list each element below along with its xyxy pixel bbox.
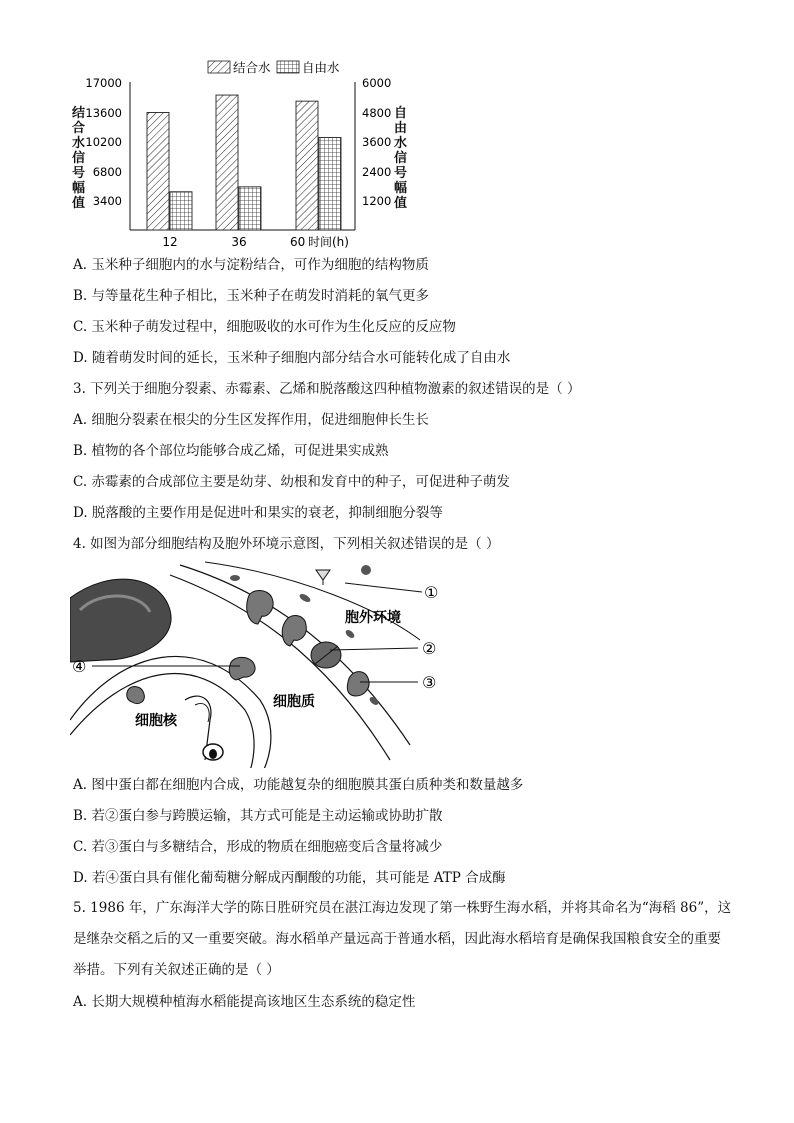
right-tick-label: 2400 <box>362 165 392 179</box>
q4-option-a: A. 图中蛋白都在细胞内合成，功能越复杂的细胞膜其蛋白质种类和数量越多 <box>73 777 524 793</box>
er-membrane <box>195 704 209 722</box>
protein <box>247 591 273 625</box>
legend-swatch-bound-water <box>208 61 230 73</box>
water-signal-chart <box>60 52 420 252</box>
legend-label-bound-water: 结合水 <box>233 60 271 75</box>
q4-option-c: C. 若③蛋白与多糖结合，形成的物质在细胞癌变后含量将减少 <box>73 839 443 855</box>
glycan <box>298 592 311 603</box>
x-category-label: 12 <box>162 235 178 249</box>
q3-option-b: B. 植物的各个部位均能够合成乙烯，可促进果实成熟 <box>73 443 389 459</box>
cytoplasm-label: 细胞质 <box>273 694 315 710</box>
q4-option-b: B. 若②蛋白参与跨膜运输，其方式可能是主动运输或协助扩散 <box>73 808 443 824</box>
left-tick-label: 10200 <box>85 135 122 149</box>
label-1: ① <box>424 583 439 602</box>
q2-option-c: C. 玉米种子萌发过程中，细胞吸收的水可作为生化反应的反应物 <box>73 319 456 335</box>
right-tick-label: 6000 <box>362 76 392 90</box>
q3-option-d: D. 脱落酸的主要作用是促进叶和果实的衰老，抑制细胞分裂等 <box>73 505 443 521</box>
left-tick-label: 17000 <box>85 76 122 90</box>
glycan <box>230 575 240 581</box>
membrane-outer-line <box>180 565 410 745</box>
molecule <box>361 565 371 575</box>
right-tick-label: 4800 <box>362 106 392 120</box>
label-3: ③ <box>422 673 437 692</box>
extracellular-line <box>205 562 420 640</box>
label-2: ② <box>422 639 437 658</box>
q4-option-d: D. 若④蛋白具有催化葡萄糖分解成丙酮酸的功能，其可能是 ATP 合成酶 <box>73 870 506 886</box>
extracellular-label: 胞外环境 <box>345 610 401 626</box>
protein <box>127 687 145 704</box>
free-water-bar-36 <box>239 187 261 230</box>
protein-3 <box>347 672 369 696</box>
q3-option-c: C. 赤霉素的合成部位主要是幼芽、幼根和发育中的种子，可促进种子萌发 <box>73 474 510 490</box>
free-water-bar-12 <box>170 192 192 230</box>
right-axis-title: 自由水信号幅值 <box>394 106 408 211</box>
q2-option-b: B. 与等量花生种子相比，玉米种子在萌发时消耗的氧气更多 <box>73 288 430 304</box>
bound-water-bar-36 <box>216 95 238 230</box>
x-category-label: 60 <box>290 235 306 249</box>
label-4: ④ <box>72 657 87 676</box>
leader-line-2 <box>330 648 418 650</box>
vesicle-core <box>209 749 217 759</box>
protein <box>282 616 306 646</box>
protein-4 <box>229 657 255 680</box>
membrane-inner-line <box>170 575 390 760</box>
q2-option-a: A. 玉米种子细胞内的水与淀粉结合，可作为细胞的结构物质 <box>73 257 429 273</box>
right-tick-label: 1200 <box>362 194 392 208</box>
q2-option-d: D. 随着萌发时间的延长，玉米种子细胞内部分结合水可能转化成了自由水 <box>73 350 511 366</box>
nucleus-shape <box>70 579 171 662</box>
cell-structure-diagram <box>70 558 450 768</box>
q5-option-a: A. 长期大规模种植海水稻能提高该地区生态系统的稳定性 <box>73 994 416 1010</box>
q3-stem: 3. 下列关于细胞分裂素、赤霉素、乙烯和脱落酸这四种植物激素的叙述错误的是（ ） <box>73 381 581 397</box>
q4-stem: 4. 如图为部分细胞结构及胞外环境示意图，下列相关叙述错误的是（ ） <box>73 536 500 552</box>
glycan <box>344 628 356 639</box>
legend-swatch-free-water <box>277 61 299 73</box>
bound-water-bar-12 <box>147 112 169 230</box>
left-tick-label: 13600 <box>85 106 122 120</box>
nucleus-label: 细胞核 <box>135 713 177 729</box>
q5-stem: 5. 1986 年，广东海洋大学的陈日胜研究员在湛江海边发现了第一株野生海水稻，并将其命名为“海稻 86”，这是继杂交稻之后的又一重要突破。海水稻单产量远高于普通水稻，因此海水稻培育是确保我国粮食安全的重要举措。下列有关叙述正确的是（ ） <box>73 900 732 978</box>
leader-line-1 <box>345 583 422 592</box>
left-tick-label: 3400 <box>92 194 122 208</box>
right-tick-label: 3600 <box>362 135 392 149</box>
glycan <box>316 570 330 585</box>
x-axis-unit-label: 时间(h) <box>308 235 349 249</box>
legend-label-free-water: 自由水 <box>302 60 340 75</box>
free-water-bar-60 <box>319 138 341 231</box>
left-tick-label: 6800 <box>92 165 122 179</box>
x-category-label: 36 <box>231 235 247 249</box>
left-axis-title: 结合水信号幅值 <box>72 106 86 211</box>
q3-option-a: A. 细胞分裂素在根尖的分生区发挥作用，促进细胞伸长生长 <box>73 412 429 428</box>
bound-water-bar-60 <box>296 101 318 230</box>
bars-group <box>147 95 341 230</box>
